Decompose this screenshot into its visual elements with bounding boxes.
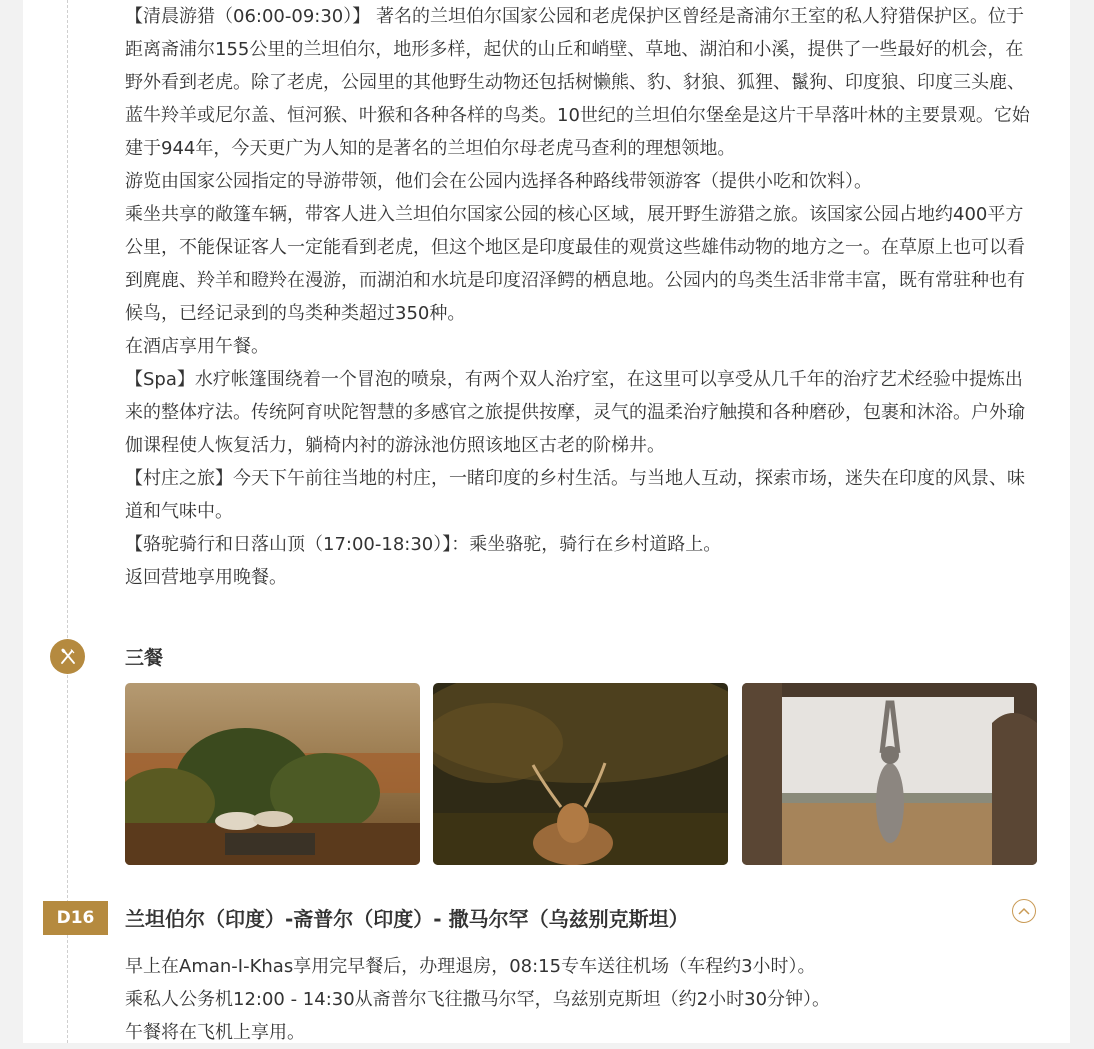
day15-description xyxy=(125,0,1040,594)
day-title: 兰坦伯尔（印度）-斋普尔（印度）- 撒马尔罕（乌兹别克斯坦） xyxy=(125,907,689,931)
camel-paragraph: 【骆驼骑行和日落山顶（17:00-18:30）】：乘坐骆驼，骑行在乡村道路上。 xyxy=(125,534,722,555)
safari-jeep-photo xyxy=(125,683,420,865)
dinner-paragraph: 返回营地享用晚餐。 xyxy=(125,567,287,588)
day16-description xyxy=(125,950,1040,1049)
deer-photo xyxy=(433,683,728,865)
yoga-fort-photo xyxy=(742,683,1037,865)
jeep-paragraph: 乘坐共享的敞篷车辆，带客人进入兰坦伯尔国家公园的核心区域，展开野生游猎之旅。该国家公园占地约400平方公里，不能保证客人一定能看到老虎，但这个地区是印度最佳的观赏这些雄伟动物的地方之一。在草原上也可以看到麂鹿、羚羊和瞪羚在漫游，而湖泊和水坑是印度沼泽鳄的栖息地。公园内的鸟类生活非常丰富，既有常驻种也有候鸟，已经记录到的鸟类种类超过350种。 xyxy=(125,204,1025,324)
meals-title: 三餐 xyxy=(125,647,164,669)
fork-knife-icon xyxy=(50,639,85,674)
safari-paragraph: 【清晨游猎（06:00-09:30）】 著名的兰坦伯尔国家公园和老虎保护区曾经是斋浦尔王室的私人狩猎保护区。位于距离斋浦尔155公里的兰坦伯尔，地形多样，起伏的山丘和峭壁、草地、湖泊和小溪，提供了一些最好的机会，在野外看到老虎。除了老虎，公园里的其他野生动物还包括树懒熊、豹、豺狼、狐狸、鬣狗、印度狼、印度三头鹿、蓝牛羚羊或尼尔盖、恒河猴、叶猴和各种各样的鸟类。10世纪的兰坦伯尔堡垒是这片干旱落叶林的主要景观。它始建于944年，今天更广为人知的是著名的兰坦伯尔母老虎马查利的理想领地。 xyxy=(125,6,1030,159)
lunch-paragraph: 在酒店享用午餐。 xyxy=(125,336,269,357)
guide-paragraph: 游览由国家公园指定的导游带领，他们会在公园内选择各种路线带领游客（提供小吃和饮料）。 xyxy=(125,171,872,192)
chevron-up-icon xyxy=(1018,907,1030,915)
collapse-button[interactable] xyxy=(1012,899,1036,923)
flight-paragraph: 乘私人公务机12:00 - 14:30从斋普尔飞往撒马尔罕，乌兹别克斯坦（约2小时30分钟）。 xyxy=(125,989,831,1010)
timeline-line xyxy=(67,0,68,1043)
onboard-lunch-paragraph: 午餐将在飞机上享用。 xyxy=(125,1022,305,1043)
village-paragraph: 【村庄之旅】今天下午前往当地的村庄，一睹印度的乡村生活。与当地人互动，探索市场，迷失在印度的风景、味道和气味中。 xyxy=(125,468,1025,522)
breakfast-paragraph: 早上在Aman-I-Khas享用完早餐后，办理退房，08:15专车送往机场（车程约3小时）。 xyxy=(125,956,816,977)
spa-paragraph: 【Spa】水疗帐篷围绕着一个冒泡的喷泉，有两个双人治疗室，在这里可以享受从几千年的治疗艺术经验中提炼出来的整体疗法。传统阿育吠陀智慧的多感官之旅提供按摩，灵气的温柔治疗触摸和各种磨砂，包裹和沐浴。户外瑜伽课程使人恢复活力，躺椅内衬的游泳池仿照该地区古老的阶梯井。 xyxy=(125,369,1025,456)
day-badge: D16 xyxy=(43,901,108,935)
